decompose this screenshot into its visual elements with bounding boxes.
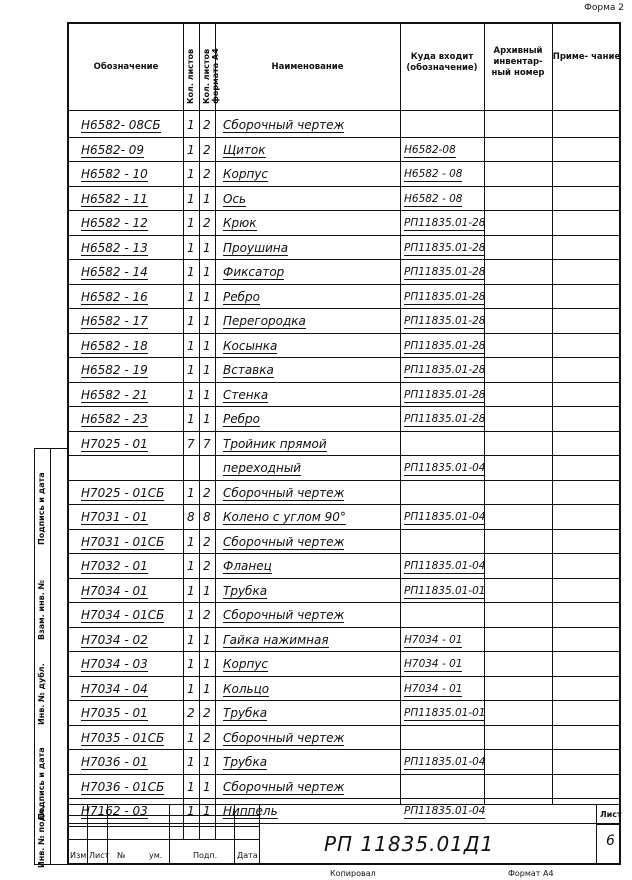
table-row bbox=[69, 161, 619, 186]
stamp-data: Дата bbox=[237, 851, 258, 860]
table-row bbox=[69, 798, 619, 823]
cell-designation: Н7025 - 01 bbox=[81, 436, 148, 451]
side-label: Инв. № дубл. bbox=[37, 663, 46, 725]
cell-designation: Н7162 - 03 bbox=[81, 804, 148, 818]
cell-name: Фиксатор bbox=[223, 265, 285, 279]
cell-designation: Н7035 - 01 bbox=[81, 706, 148, 720]
cell-name: Фланец bbox=[223, 559, 272, 573]
cell-sheets: 1 bbox=[187, 755, 195, 769]
cell-designation: Н6582 - 13 bbox=[81, 240, 148, 255]
cell-name: Сборочный чертеж bbox=[223, 485, 345, 500]
cell-name: Трубка bbox=[223, 755, 268, 769]
cell-designation: Н7031 - 01 bbox=[81, 510, 148, 524]
cell-a4: 1 bbox=[203, 755, 211, 769]
document-code: РП 11835.01Д1 bbox=[324, 832, 495, 856]
stamp-list: Лист bbox=[89, 851, 110, 860]
cell-sheets: 1 bbox=[187, 632, 195, 647]
cell-a4: 1 bbox=[203, 804, 211, 818]
cell-where-used: Н6582 - 08 bbox=[404, 192, 463, 205]
cell-where-used: РП11835.01-28 bbox=[404, 266, 486, 278]
cell-name: Тройник прямой bbox=[223, 436, 327, 451]
stamp-col-1 bbox=[87, 804, 88, 865]
cell-sheets: 1 bbox=[187, 216, 195, 230]
cell-sheets: 1 bbox=[187, 608, 195, 622]
cell-sheets: 1 bbox=[187, 289, 195, 304]
cell-name: Трубка bbox=[223, 706, 268, 720]
cell-where-used: Н6582-08 bbox=[404, 143, 456, 156]
sheet-label: Лист bbox=[600, 810, 622, 819]
cell-sheets: 1 bbox=[187, 338, 195, 353]
row-divider bbox=[69, 823, 619, 824]
cell-where-used: РП11835.01-01 bbox=[404, 707, 486, 719]
cell-name: Вставка bbox=[223, 363, 274, 377]
cell-a4: 2 bbox=[203, 608, 211, 622]
cell-sheets: 1 bbox=[187, 314, 195, 328]
cell-a4: 1 bbox=[203, 314, 211, 328]
cell-where-used: РП11835.01-28 bbox=[404, 339, 486, 352]
cell-where-used: РП11835.01-28 bbox=[404, 217, 486, 229]
cell-sheets: 1 bbox=[187, 657, 195, 671]
header-designation: Обозначение bbox=[93, 62, 159, 72]
cell-where-used: РП11835.01-28 bbox=[404, 241, 486, 254]
cell-designation: Н7034 - 04 bbox=[81, 681, 148, 696]
stamp-top-line bbox=[69, 804, 619, 805]
cell-a4: 2 bbox=[203, 216, 211, 230]
cell-designation: Н6582 - 14 bbox=[81, 265, 148, 279]
cell-name: Крюк bbox=[223, 216, 257, 230]
cell-a4: 2 bbox=[203, 142, 211, 157]
table-row bbox=[69, 774, 619, 799]
cell-a4: 1 bbox=[203, 363, 211, 377]
cell-where-used: РП11835.01-28 bbox=[404, 290, 486, 303]
cell-sheets: 1 bbox=[187, 118, 195, 132]
cell-a4: 1 bbox=[203, 657, 211, 671]
cell-a4: 1 bbox=[203, 338, 211, 353]
cell-sheets: 8 bbox=[187, 510, 195, 524]
cell-where-used: РП11835.01-04 bbox=[404, 756, 486, 768]
cell-sheets: 1 bbox=[187, 730, 195, 745]
table-row bbox=[69, 431, 619, 456]
cell-name: Ребро bbox=[223, 289, 260, 304]
stamp-line-3 bbox=[69, 839, 259, 840]
cell-name: Щиток bbox=[223, 142, 266, 157]
cell-name: Кольцо bbox=[223, 681, 270, 696]
header-sheets: Кол. листов bbox=[186, 48, 195, 104]
document-frame bbox=[67, 22, 621, 865]
table-row bbox=[69, 186, 619, 211]
table-row bbox=[69, 112, 619, 137]
table-row bbox=[69, 382, 619, 407]
cell-where-used: Н7034 - 01 bbox=[404, 633, 463, 646]
cell-designation: Н6582 - 18 bbox=[81, 338, 148, 353]
cell-name: Ниппель bbox=[223, 804, 278, 818]
cell-sheets: 1 bbox=[187, 583, 195, 598]
cell-sheets: 1 bbox=[187, 265, 195, 279]
cell-name: Корпус bbox=[223, 657, 269, 671]
stamp-doc-no: № bbox=[117, 851, 126, 860]
cell-designation: Н7034 - 01СБ bbox=[81, 608, 165, 622]
table-row bbox=[69, 259, 619, 284]
cell-designation: Н6582 - 17 bbox=[81, 314, 148, 328]
cell-designation: Н6582 - 19 bbox=[81, 363, 148, 377]
cell-where-used: РП11835.01-28 bbox=[404, 413, 486, 425]
cell-designation: Н6582- 08СБ bbox=[81, 118, 161, 132]
cell-where-used: РП11835.01-28 bbox=[404, 364, 486, 376]
cell-where-used: Н7034 - 01 bbox=[404, 658, 463, 670]
footer-format: Формат А4 bbox=[508, 869, 554, 878]
table-row bbox=[69, 210, 619, 235]
table-row bbox=[69, 235, 619, 260]
header-divider bbox=[69, 110, 619, 111]
cell-a4: 1 bbox=[203, 681, 211, 696]
cell-sheets: 1 bbox=[187, 804, 195, 818]
cell-a4: 1 bbox=[203, 191, 211, 206]
header-where-used: Куда входит (обозначение) bbox=[406, 52, 478, 73]
cell-a4: 2 bbox=[203, 118, 211, 132]
cell-name: Корпус bbox=[223, 167, 269, 181]
cell-name: переходный bbox=[223, 461, 302, 475]
table-row bbox=[69, 333, 619, 358]
cell-sheets: 7 bbox=[187, 436, 195, 451]
cell-where-used: РП11835.01-28 bbox=[404, 388, 486, 401]
sheet-number: 6 bbox=[606, 833, 615, 849]
cell-a4: 1 bbox=[203, 583, 211, 598]
table-row bbox=[69, 749, 619, 774]
cell-a4: 2 bbox=[203, 485, 211, 500]
table-row bbox=[69, 627, 619, 652]
cell-a4: 1 bbox=[203, 387, 211, 402]
cell-sheets: 1 bbox=[187, 485, 195, 500]
cell-a4: 8 bbox=[203, 510, 211, 524]
cell-a4: 2 bbox=[203, 534, 211, 549]
cell-a4: 1 bbox=[203, 240, 211, 255]
cell-designation: Н7035 - 01СБ bbox=[81, 730, 165, 745]
cell-a4: 2 bbox=[203, 730, 211, 745]
cell-a4: 1 bbox=[203, 289, 211, 304]
cell-name: Сборочный чертеж bbox=[223, 534, 345, 549]
cell-name: Сборочный чертеж bbox=[223, 608, 345, 622]
cell-a4: 2 bbox=[203, 167, 211, 181]
stamp-sheet-line bbox=[596, 824, 619, 825]
cell-sheets: 1 bbox=[187, 191, 195, 206]
cell-sheets: 1 bbox=[187, 534, 195, 549]
cell-sheets: 1 bbox=[187, 363, 195, 377]
cell-sheets: 2 bbox=[187, 706, 195, 720]
cell-name: Перегородка bbox=[223, 314, 306, 328]
header-archive: Архивный инвентар- ный номер bbox=[491, 46, 545, 78]
header-note: Приме- чание bbox=[552, 52, 621, 62]
cell-sheets: 1 bbox=[187, 142, 195, 157]
stamp-podp: Подп. bbox=[193, 851, 218, 860]
cell-name: Трубка bbox=[223, 583, 268, 598]
cell-designation: Н7036 - 01СБ bbox=[81, 779, 165, 794]
table-row bbox=[69, 700, 619, 725]
side-label: Инв. № подл. bbox=[37, 806, 46, 868]
side-label: Подпись и дата bbox=[37, 747, 46, 820]
cell-name: Проушина bbox=[223, 240, 289, 255]
cell-where-used: РП11835.01-04 bbox=[404, 511, 486, 523]
stamp-um: ум. bbox=[149, 851, 163, 860]
table-row bbox=[69, 651, 619, 676]
table-row bbox=[69, 455, 619, 480]
cell-name: Ось bbox=[223, 191, 247, 206]
cell-designation: Н6582 - 12 bbox=[81, 216, 148, 230]
cell-sheets: 1 bbox=[187, 681, 195, 696]
cell-designation: Н7034 - 02 bbox=[81, 632, 148, 647]
cell-designation: Н7031 - 01СБ bbox=[81, 534, 165, 549]
cell-a4: 1 bbox=[203, 412, 211, 426]
cell-where-used: РП11835.01-04 bbox=[404, 805, 486, 817]
cell-name: Сборочный чертеж bbox=[223, 730, 345, 745]
cell-sheets: 1 bbox=[187, 167, 195, 181]
cell-a4: 1 bbox=[203, 632, 211, 647]
side-label: Взам. инв. № bbox=[37, 579, 46, 640]
stamp-col-5 bbox=[259, 804, 260, 865]
table-row bbox=[69, 676, 619, 701]
table-row bbox=[69, 602, 619, 627]
stamp-line-1 bbox=[69, 815, 259, 816]
table-row bbox=[69, 308, 619, 333]
cell-designation: Н6582 - 16 bbox=[81, 289, 148, 304]
side-label: Подпись и дата bbox=[37, 472, 46, 545]
cell-name: Сборочный чертеж bbox=[223, 779, 345, 794]
cell-where-used: Н7034 - 01 bbox=[404, 682, 463, 695]
cell-designation: Н7034 - 03 bbox=[81, 657, 148, 671]
cell-sheets: 1 bbox=[187, 559, 195, 573]
cell-sheets: 1 bbox=[187, 387, 195, 402]
cell-designation: Н7034 - 01 bbox=[81, 583, 148, 598]
table-row bbox=[69, 480, 619, 505]
cell-designation: Н7036 - 01 bbox=[81, 755, 148, 769]
cell-designation: Н7025 - 01СБ bbox=[81, 485, 165, 500]
cell-a4: 7 bbox=[203, 436, 211, 451]
table-row bbox=[69, 406, 619, 431]
stamp-line-2 bbox=[69, 826, 259, 827]
cell-name: Косынка bbox=[223, 338, 278, 353]
cell-a4: 1 bbox=[203, 265, 211, 279]
cell-name: Сборочный чертеж bbox=[223, 118, 345, 132]
cell-sheets: 1 bbox=[187, 240, 195, 255]
stamp-col-4 bbox=[234, 804, 235, 865]
cell-designation: Н6582 - 23 bbox=[81, 412, 148, 426]
cell-name: Колено с углом 90° bbox=[223, 510, 346, 524]
header-a4: Кол. листов формата А4 bbox=[202, 48, 220, 104]
table-row bbox=[69, 553, 619, 578]
table-row bbox=[69, 137, 619, 162]
cell-name: Ребро bbox=[223, 412, 260, 426]
stamp-col-3 bbox=[169, 804, 170, 865]
cell-designation: Н6582- 09 bbox=[81, 142, 144, 157]
stamp-izm: Изм bbox=[70, 851, 87, 860]
cell-a4: 2 bbox=[203, 706, 211, 720]
cell-designation: Н6582 - 21 bbox=[81, 387, 148, 402]
cell-where-used: РП11835.01-04 bbox=[404, 462, 486, 474]
side-strip-divider bbox=[50, 449, 51, 864]
cell-a4: 2 bbox=[203, 559, 211, 573]
table-row bbox=[69, 357, 619, 382]
cell-designation: Н7032 - 01 bbox=[81, 559, 148, 573]
cell-where-used: РП11835.01-04 bbox=[404, 560, 486, 572]
cell-designation: Н6582 - 10 bbox=[81, 167, 148, 181]
header-name: Наименование bbox=[271, 62, 344, 72]
footer-copied: Копировал bbox=[330, 869, 376, 878]
cell-where-used: РП11835.01-28 bbox=[404, 315, 486, 327]
cell-name: Гайка нажимная bbox=[223, 632, 329, 647]
form-label: Форма 2 bbox=[584, 3, 624, 13]
table-row bbox=[69, 725, 619, 750]
cell-sheets: 1 bbox=[187, 412, 195, 426]
cell-where-used: Н6582 - 08 bbox=[404, 168, 463, 180]
cell-designation: Н6582 - 11 bbox=[81, 191, 148, 206]
table-row bbox=[69, 578, 619, 603]
table-row bbox=[69, 504, 619, 529]
cell-a4: 1 bbox=[203, 779, 211, 794]
stamp-col-6 bbox=[596, 804, 597, 865]
table-row bbox=[69, 529, 619, 554]
cell-sheets: 1 bbox=[187, 779, 195, 794]
cell-where-used: РП11835.01-01 bbox=[404, 584, 486, 597]
cell-name: Стенка bbox=[223, 387, 269, 402]
table-row bbox=[69, 284, 619, 309]
